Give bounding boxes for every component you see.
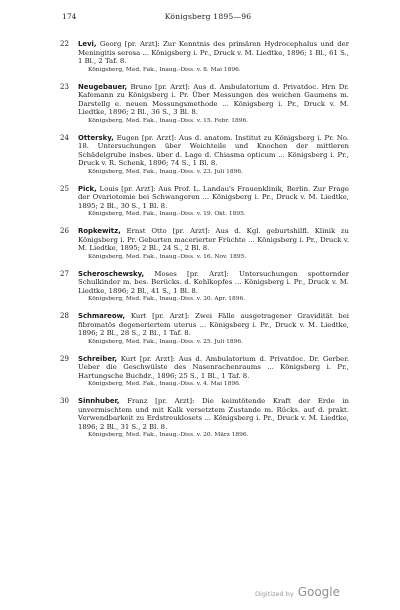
list-item (62, 397, 349, 439)
entry-description: Eugen [pr. Arzt]: Aus d. anatom. Institut zu Königsberg i. Pr. No. 18. Untersuchungen über Weichteile und Knochen der mittleren Schädelgrube insbes. über d. Lage d. Chiasma opticum ... Königsberg i. Pr., Druck v. R. Schenk, 1896; 74 S., 1 Bl. 8. (78, 133, 349, 167)
entry-text (78, 227, 349, 253)
entry-author: Ropkewitz, (78, 227, 121, 235)
entry-dissertation-note: Königsberg, Med. Fak., Inaug.-Diss. v. 15. Febr. 1896. (88, 117, 249, 124)
entry-description: Kurt [pr. Arzt]: Zwei Fälle ausgetragener Gravidität bei fibromatös degeneriertem uterus ... Königsberg i. Pr., Druck v. M. Liedtke, 1896; 2 Bl., 28 S., 2 Bl., 1 Taf. 8. (78, 312, 349, 337)
list-item (62, 185, 349, 219)
digitized-by-text: Digitized by (255, 590, 294, 598)
entry-description: Louis [pr. Arzt]: Aus Prof. L. Landau's Frauenklinik, Berlin. Zur Frage der Ovariotomie bei Schwangeren ... Königsberg i. Pr., Druck v. M. Liedtke, 1895; 2 Bl., 30 S., 1 Bl. 8. (78, 184, 349, 210)
entry-number: 29 (60, 354, 69, 363)
entry-text (78, 134, 349, 168)
entry-dissertation-note: Königsberg, Med. Fak., Inaug.-Diss. v. 25. Juli 1896. (88, 338, 243, 345)
entry-dissertation-note: Königsberg, Med. Fak., Inaug.-Diss. v. 16. Nov. 1895. (88, 253, 247, 260)
entry-dissertation-note: Königsberg, Med. Fak., Inaug.-Diss. v. 23. Juli 1896. (88, 168, 243, 175)
list-item (62, 227, 349, 261)
entry-description: Franz [pr. Arzt]: Die keimtötende Kraft der Erde in unvermischtem und mit Kalk versetztem Zustande m. Rücks. auf d. prakt. Verwendbarkeit zu Erdstreuklosets ... Königsberg i. Pr., Druck v. M. Liedtke, 1896; 2 Bl., 31 S., 2 Bl. 8. (78, 397, 349, 431)
entry-list (62, 40, 349, 448)
entry-number: 22 (60, 40, 69, 48)
entry-dissertation-note: Königsberg, Med. Fak., Inaug.-Diss. v. 8. Mai 1896. (88, 66, 241, 73)
entry-number: 28 (60, 312, 69, 320)
page-header (62, 12, 344, 21)
running-title: Königsberg 1895—96 (164, 12, 252, 21)
entry-description: Kurt [pr. Arzt]: Aus d. Ambulatorium d. Privatdoc. Dr. Gerber. Ueber die Geschwülste des Nasenrachenraums ... Königsberg i. Pr., Hartungsche Buchdr., 1896; 25 S., 1 Bl., 1 Taf. 8. (78, 354, 349, 380)
entry-description: Moses [pr. Arzt]: Untersuchungen spotternder Schulkinder m. bes. Berücks. d. Kehlkopfes ... Königsberg i. Pr., Druck v. M. Liedtke, 1896; 2 Bl., 41 S., 1 Bl. 8. (78, 269, 349, 295)
entry-text (78, 83, 349, 117)
entry-text (78, 185, 349, 211)
entry-dissertation-note: Königsberg, Med. Fak., Inaug.-Diss. v. 4. Mai 1896. (88, 381, 241, 387)
entry-text (78, 270, 349, 296)
entry-number: 27 (60, 269, 69, 278)
list-item (62, 355, 349, 389)
entry-dissertation-note: Königsberg, Med. Fak., Inaug.-Diss. v. 19. Okt. 1895. (88, 211, 246, 217)
entry-author: Schmareow, (78, 312, 126, 320)
entry-author: Levi, (78, 40, 97, 48)
entry-author: Sinnhuber, (78, 397, 120, 405)
list-item (62, 134, 349, 176)
entry-author: Scheroschewsky, (78, 269, 145, 278)
entry-author: Schreiber, (78, 354, 117, 363)
entry-number: 24 (60, 133, 69, 142)
google-logo: Google (297, 585, 341, 599)
list-item (62, 40, 349, 74)
entry-description: Bruno [pr. Arzt]: Aus d. Ambulatorium d. Privatdoc. Hrn Dr. Kafemann zu Königsberg i. Pr. Über Messungen des weichen Gaumens m. Darstellg e. neuen Messungsmethode ... Königsberg i. Pr., Druck v. M. Liedtke, 1896; 2 Bl., 36 S., 3 Bl. 8. (78, 82, 349, 116)
entry-number: 26 (60, 227, 69, 235)
entry-author: Pick, (78, 184, 97, 193)
entry-text (78, 40, 349, 66)
entry-description: Georg [pr. Arzt]: Zur Kenntnis des primären Hydrocephalus und der Meningitis serosa ... Königsberg i. Pr., Druck v. M. Liedtke, 1896; 1 Bl., 61 S., 1 Bl., 2 Taf. 8. (78, 40, 349, 65)
entry-author: Neugebauer, (78, 82, 128, 91)
list-item (62, 270, 349, 304)
digitized-watermark (255, 585, 340, 599)
entry-description: Ernst Otto [pr. Arzt]: Aus d. Kgl. geburtshilfl. Klinik zu Königsberg i. Pr. Geburten macerierter Früchte ... Königsberg i. Pr., Druck v. M. Liedtke, 1895; 2 Bl., 24 S., 2 Bl. 8. (78, 227, 349, 252)
entry-text (78, 312, 349, 338)
entry-text (78, 397, 349, 431)
entry-number: 30 (60, 397, 69, 405)
entry-text (78, 355, 349, 381)
page-number: 174 (62, 12, 77, 21)
entry-number: 25 (60, 184, 69, 193)
list-item (62, 83, 349, 125)
list-item (62, 312, 349, 346)
entry-author: Ottersky, (78, 133, 114, 142)
entry-dissertation-note: Königsberg, Med. Fak., Inaug.-Diss. v. 20. März 1896. (88, 432, 249, 438)
entry-number: 23 (60, 82, 69, 91)
entry-dissertation-note: Königsberg, Med. Fak., Inaug.-Diss. v. 30. Apr. 1896. (88, 296, 246, 302)
